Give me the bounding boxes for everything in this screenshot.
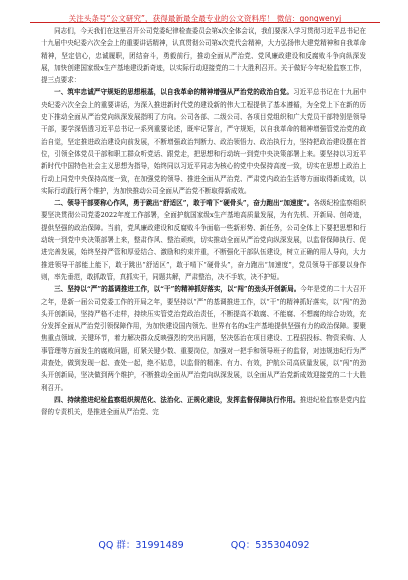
paragraph-text: 今年是党的二十大召开之年，是新一届公司党委工作的开局之年，要坚持以“严”的基调推进工作，以“干”的精神抓好落实，以“闯”的劲头开创新局，坚持严格不走样，持续压实管党治党政治责任，不断提高不敢腐、不能腐、不想腐的综合功效，充分发挥全面从严治党引领保障作用，为加快建设国内领先、世界有名的x生产基地提供坚强有力的政治保障。要聚焦重点领域、关键环节，着力解决群众反映强烈的突出问题，坚决惩治在项目建设、工程招投标、物资采购、人事管理等方面发生的腐败问题，盯紧关键少数、重要岗位，加强对一把手和领导班子的监督，对违规违纪行为严肃查处，做到发现一起、查处一起，绝不姑息，以监督的精准、有力、有效，护航公司高质量发展，以“闯”的劲头开创新局，坚决做到两个维护，不断推动全面从严治党向纵深发展，以全面从严治党新成效迎接党的二十大胜利召开。 [41, 285, 366, 392]
paragraph-text: 习近平总书记在十九届中央纪委六次全会上的重要讲话，为深入推进新时代党的建设新的伟大工程提供了基本遵循，为全党上下在新的历史下推动全面从严治党向纵深发展指明了方向。公司各部、二级公司、各项目党组织和广大党员干部特别是领导干部，要学深悟透习近平总书记一系列重要论述，既牢记誓言，严守规矩，以自我革命的精神增强管党治党的政治自觉，坚定推进政治建设向前发展，不断增强政治判断力、政治领悟力、政治执行力，坚持把政治建设摆在首位，引领全体党员干部和职工群众听党话、跟党走，把思想和行动统一到党中央决策部署上来。要坚持以习近平新时代中国特色社会主义思想为指导，始终同以习近平同志为核心的党中央保持高度一致，切实在思想上政治上行动上同党中央保持高度一致，在加强党的领导、推进全面从严治党、严肃党内政治生活等方面取得新成效，以实际行动践行两个维护，为加快推动公司全面从严治党不断取得新成效。 [41, 88, 366, 195]
qq-group-label: QQ 群：31991489 [98, 540, 184, 551]
document-body [41, 25, 366, 419]
paragraph-section-1 [41, 86, 366, 197]
page-header [30, 6, 380, 23]
paragraph-text: 各级纪检监察组织要坚决贯彻公司党委2022年度工作部署，全面护航国家级x生产基地高质量发展，为有先机、开新局、创奇迹，提供坚强的政治保障。当前，党风廉政建设和反腐败斗争面临一些新形势、新任务，公司全体上下要把思想和行动统一到党中央决策部署上来，整肃作风、整治顽疾，切实推动全面从严治党向纵深发展，以监督保障执行、促进完善发展，始终坚持严管和厚爱结合、激励和约束并重，不断强化干部队伍建设，树立正确的用人导向，大力推进领导干部能上能下，敢于跳出“舒适区”，敢于啃下“硬骨头”，奋力跑出“加速度”，党员领导干部要以身作则，率先垂范，敢抓敢管，真抓实干，同题共解，严肃整治，决不手软，决不护短。 [41, 199, 366, 281]
page-footer [0, 537, 408, 555]
paragraph-section-2 [41, 197, 366, 283]
section-heading-1: 一、筑牢忠诚严守规矩的思想根基，以自我革命的精神增强从严治党的政治自觉。 [54, 88, 294, 97]
qq-contact-label: QQ：535304092 [230, 540, 310, 551]
section-heading-4: 四、持续推进纪检监察组织规范化、法治化、正规化建设，发挥监督保障执行作用。 [54, 395, 300, 404]
paragraph-section-4 [41, 394, 366, 419]
section-heading-3: 三、坚持以“严”的基调推进工作，以“干”的精神抓好落实，以“闯”的劲头开创新局。 [54, 285, 301, 294]
paragraph-intro [41, 25, 366, 86]
header-banner: 关注头条号“公文研究”，获得最新最全最专业的公文资料库！ 微信：gongwenyj [68, 14, 342, 23]
paragraph-text: 推进纪检监察是党内监督的专责机关，是推进全面从严治党、完 [41, 395, 366, 417]
section-heading-2: 二、领导干部要称心作风，勇于跳出“舒适区”，敢于啃下“硬骨头”，奋力跑出“加速度”。 [54, 199, 314, 208]
paragraph-section-3 [41, 283, 366, 394]
paragraph-text: 同志们，今天我们在这里召开公司党委纪律检查委员会第x次全体会议，我们要深入学习贯彻习近平总书记在十九届中央纪委六次全会上的重要讲话精神，认真贯彻公司第x次党代会精神，大力弘扬伟大建党精神和自我革命精神，坚定信心，忠诚履职，团结奋斗，勇毅前行，推动全面从严治党、党风廉政建设和反腐败斗争向纵深发展，加快创建国家级x生产基地建设新奇迹，以实际行动迎接党的二十大胜利召开。关于做好今年纪检监察工作，提三点要求： [41, 27, 366, 85]
